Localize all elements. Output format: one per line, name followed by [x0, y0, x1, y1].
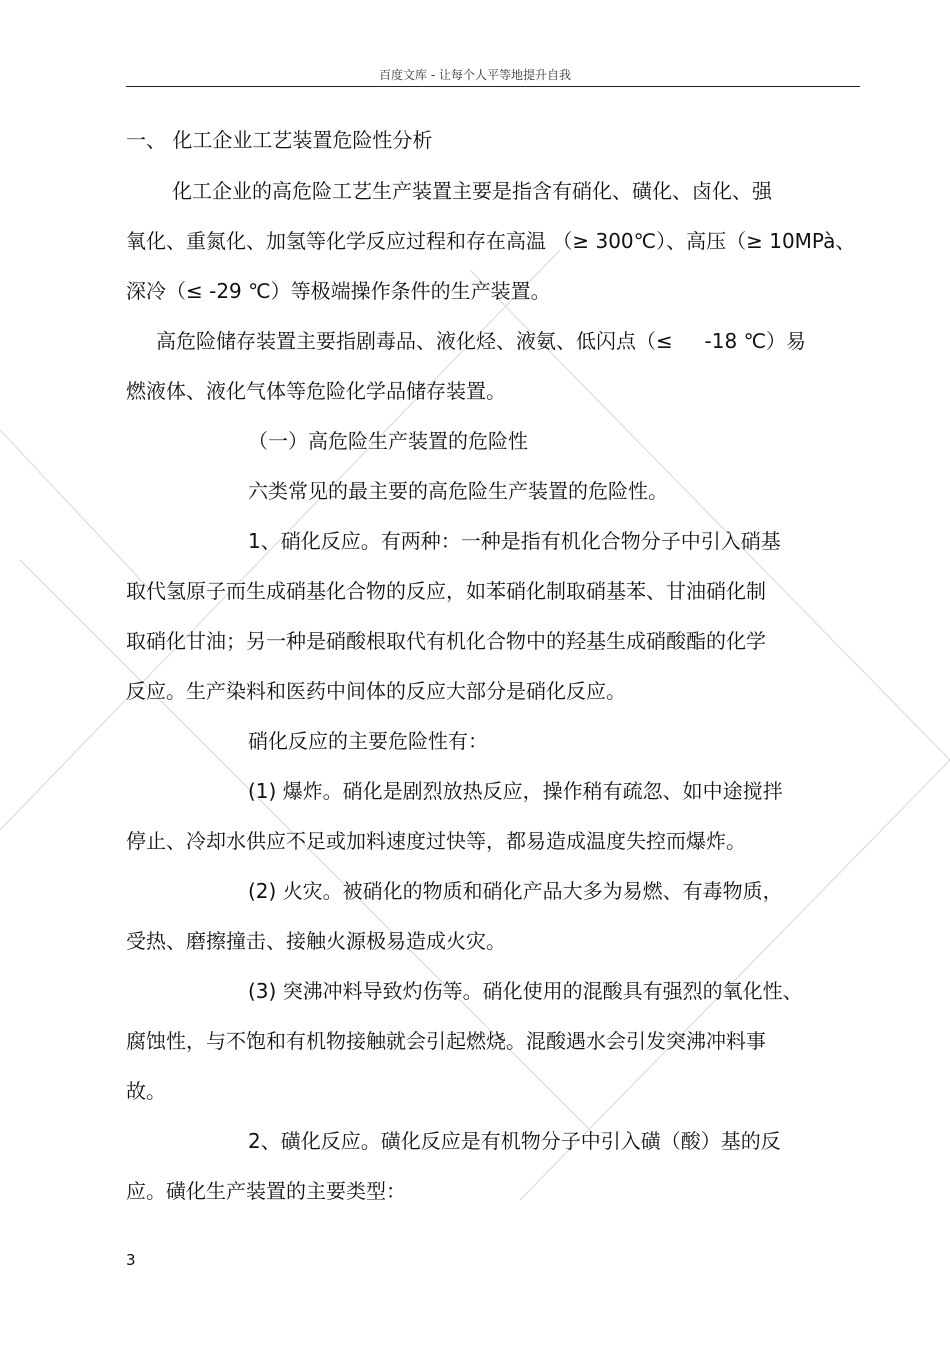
subsection-heading: （一）高危险生产装置的危险性	[248, 429, 528, 453]
header-rule	[126, 86, 860, 87]
paragraph-line: (2) 火灾。被硝化的物质和硝化产品大多为易燃、有毒物质，	[248, 879, 783, 903]
paragraph-line: 反应。生产染料和医药中间体的反应大部分是硝化反应。	[126, 679, 626, 703]
paragraph-line: 停止、冷却水供应不足或加料速度过快等，都易造成温度失控而爆炸。	[126, 829, 746, 853]
paragraph-line: 高危险储存装置主要指剧毒品、液化烃、液氨、低闪点（≤ -18 ℃）易	[156, 329, 807, 353]
paragraph-line: 燃液体、液化气体等危险化学品储存装置。	[126, 379, 506, 403]
paragraph-line: 故。	[126, 1079, 166, 1103]
section-heading: 一、 化工企业工艺装置危险性分析	[126, 128, 433, 152]
page-header: 百度文库 - 让每个人平等地提升自我	[379, 68, 571, 82]
page-number: 3	[126, 1251, 136, 1269]
paragraph-line: 六类常见的最主要的高危险生产装置的危险性。	[248, 479, 668, 503]
paragraph-line: 化工企业的高危险工艺生产装置主要是指含有硝化、磺化、卤化、强	[172, 179, 772, 203]
paragraph-line: 深冷（≤ -29 ℃）等极端操作条件的生产装置。	[126, 279, 551, 303]
paragraph-line: 受热、磨擦撞击、接触火源极易造成火灾。	[126, 929, 506, 953]
paragraph-line: 氧化、重氮化、加氢等化学反应过程和存在高温 （≥ 300℃）、高压（≥ 10MPà、	[126, 229, 856, 253]
paragraph-line: 硝化反应的主要危险性有：	[248, 729, 488, 753]
paragraph-line: (1) 爆炸。硝化是剧烈放热反应，操作稍有疏忽、如中途搅拌	[248, 779, 783, 803]
paragraph-line: 取硝化甘油；另一种是硝酸根取代有机化合物中的羟基生成硝酸酯的化学	[126, 629, 766, 653]
paragraph-line: (3) 突沸冲料导致灼伤等。硝化使用的混酸具有强烈的氧化性、	[248, 979, 803, 1003]
paragraph-line: 腐蚀性，与不饱和有机物接触就会引起燃烧。混酸遇水会引发突沸冲料事	[126, 1029, 766, 1053]
paragraph-line: 应。磺化生产装置的主要类型：	[126, 1179, 406, 1203]
paragraph-line: 2、磺化反应。磺化反应是有机物分子中引入磺（酸）基的反	[248, 1129, 781, 1153]
paragraph-line: 1、硝化反应。有两种：一种是指有机化合物分子中引入硝基	[248, 529, 781, 553]
paragraph-line: 取代氢原子而生成硝基化合物的反应，如苯硝化制取硝基苯、甘油硝化制	[126, 579, 766, 603]
